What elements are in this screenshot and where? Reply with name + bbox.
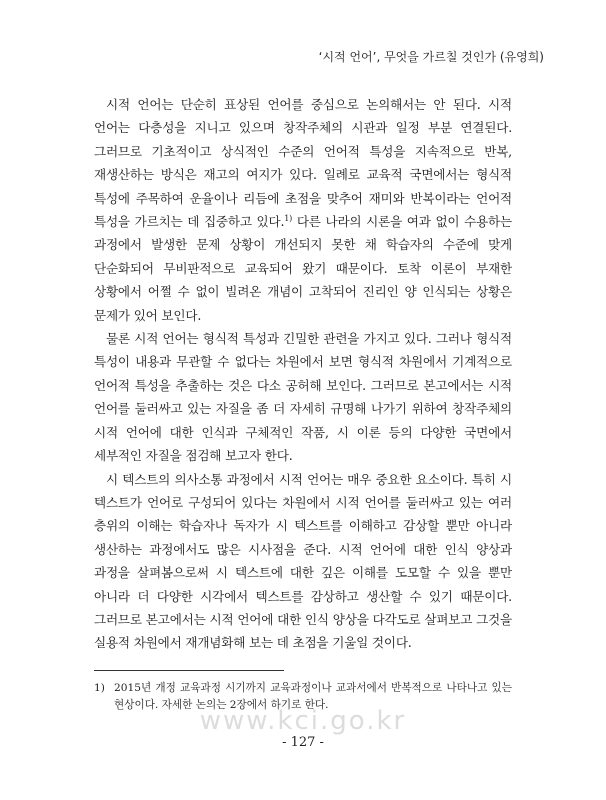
footnote-text: 2015년 개정 교육과정 시기까지 교육과정이나 교과서에서 반복적으로 나타나고 있는 현상이다. 자세한 논의는 2장에서 하기로 한다. — [114, 682, 512, 711]
footnote-row — [94, 680, 512, 714]
page-number: - 127 - — [282, 735, 324, 750]
footnote — [94, 680, 512, 714]
paragraph-1-text-a: 시적 언어는 단순히 표상된 언어를 중심으로 논의해서는 안 된다. 시적 언어는 다층성을 지니고 있으며 창작주체의 시관과 일정 부분 연결된다. 그러므로 기초적이고 상식적인 수준의 언어적 특성을 지속적으로 반복, 재생산하는 방식은 재고의 여지가 있다. 일례로 교육적 국면에서는 형식적 특성에 주목하여 운율이나 리듬에 초점을 맞추어 재미와 반복이라는 언어적 특성을 가르치는 데 집중하고 있다. — [94, 97, 512, 230]
body-text — [94, 93, 512, 655]
paragraph-3: 시 텍스트의 의사소통 과정에서 시적 언어는 매우 중요한 요소이다. 특히 시 텍스트가 언어로 구성되어 있다는 차원에서 시적 언어를 둘러싸고 있는 여러 층위의 이해는 학습자나 독자가 시 텍스트를 이해하고 감상할 뿐만 아니라 생산하는 과정에서도 많은 시사점을 준다. 시적 언어에 대한 인식 양상과 과정을 살펴봄으로써 시 텍스트에 대한 깊은 이해를 도모할 수 있을 뿐만 아니라 더 다양한 시각에서 텍스트를 감상하고 생산할 수 있기 때문이다. 그러므로 본고에서는 시적 언어에 대한 인식 양상을 다각도로 살펴보고 그것을 실용적 차원에서 재개념화해 보는 데 초점을 기울일 것이다. — [94, 471, 512, 651]
paragraph-1 — [94, 93, 512, 327]
paragraph-1-text-b: 다른 나라의 시론을 여과 없이 수용하는 과정에서 발생한 문제 상황이 개선되지 못한 채 학습자의 수준에 맞게 단순화되어 무비판적으로 교육되어 왔기 때문이다. 토착 이론이 부재한 상황에서 어쩔 수 없이 빌려온 개념이 고착되어 진리인 양 인식되는 상황은 문제가 있어 보인다. — [94, 214, 512, 323]
footnote-number: 1) — [94, 682, 105, 694]
footnote-divider — [94, 670, 284, 671]
paragraph-2: 물론 시적 언어는 형식적 특성과 긴밀한 관련을 가지고 있다. 그러나 형식적 특성이 내용과 무관할 수 없다는 차원에서 보면 형식적 차원에서 기계적으로 언어적 특성을 추출하는 것은 다소 공허해 보인다. 그러므로 본고에서는 시적 언어를 둘러싸고 있는 자질을 좀 더 자세히 규명해 나가기 위하여 창작주체의 시적 언어에 대한 인식과 구체적인 작품, 시 이론 등의 다양한 국면에서 세부적인 자질을 점검해 보고자 한다. — [94, 331, 512, 464]
kci-watermark: www.kci.go.kr — [199, 706, 407, 736]
footnote-reference[interactable]: 1) — [284, 213, 293, 223]
running-header: ‘시적 언어’, 무엇을 가르칠 것인가 (유영희) — [318, 50, 544, 64]
